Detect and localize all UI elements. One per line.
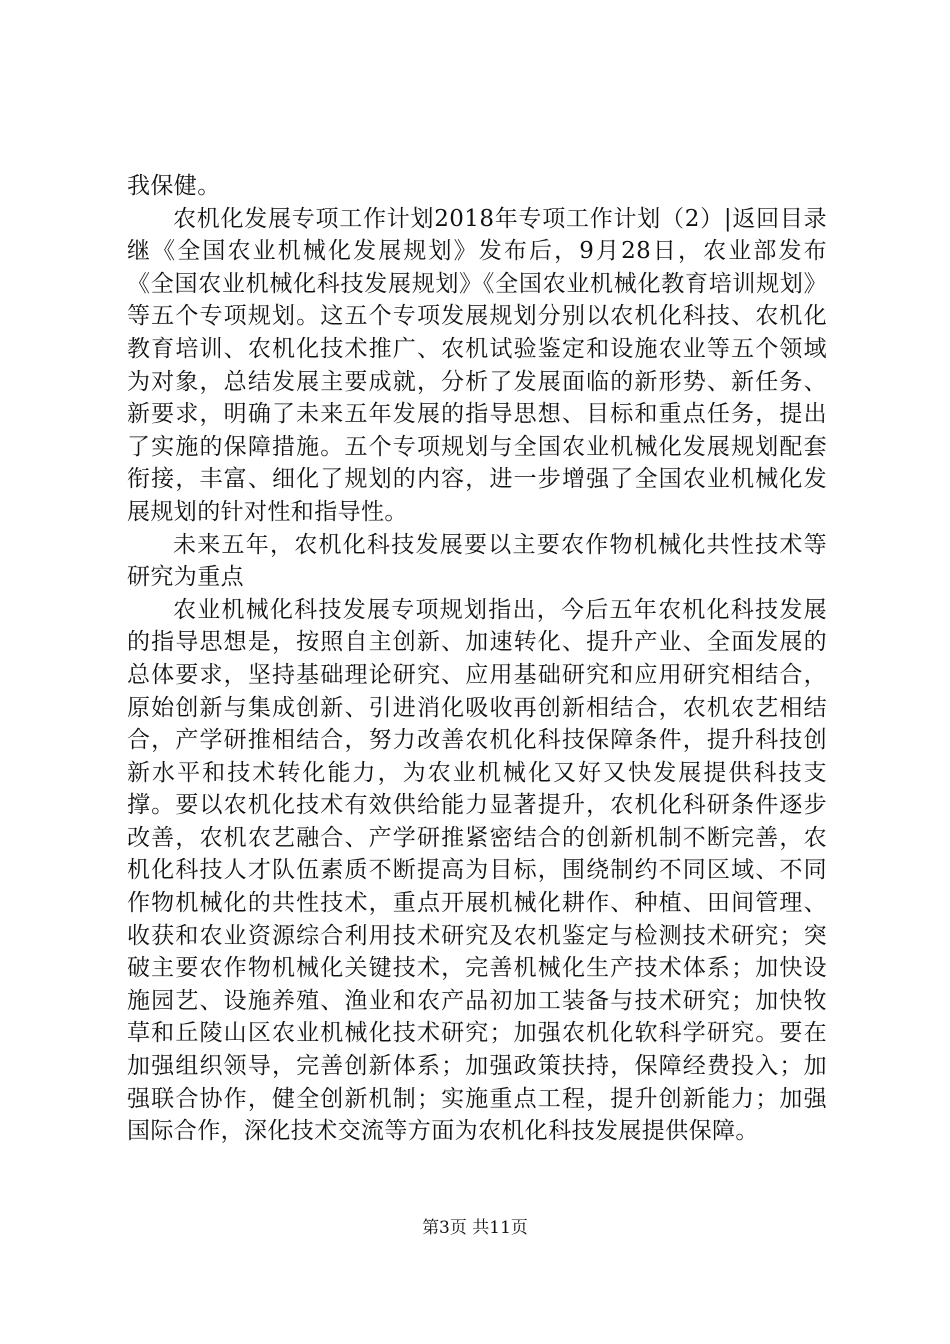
document-body [127, 170, 827, 1148]
paragraph-subheading: 未来五年，农机化科技发展要以主要农作物机械化共性技术等研究为重点 [127, 531, 827, 591]
paragraph-continuation: 我保健。 [127, 173, 221, 199]
page-number-footer: 第3页 共11页 [422, 1218, 528, 1238]
paragraph-body: 农业机械化科技发展专项规划指出，今后五年农机化科技发展的指导思想是，按照自主创新、加速转化、提升产业、全面发展的总体要求，坚持基础理论研究、应用基础研究和应用研究相结合，原始创新与集成创新、引进消化吸收再创新相结合，农机农艺相结合，产学研推相结合，努力改善农机化科技保障条件，提升科技创新水平和技术转化能力，为农业机械化又好又快发展提供科技支撑。要以农机化技术有效供给能力显著提升，农机化科研条件逐步改善，农机农艺融合、产学研推紧密结合的创新机制不断完善，农机化科技人才队伍素质不断提高为目标，围绕制约不同区域、不同作物机械化的共性技术，重点开展机械化耕作、种植、田间管理、收获和农业资源综合利用技术研究及农机鉴定与检测技术研究；突破主要农作物机械化关键技术，完善机械化生产技术体系；加快设施园艺、设施养殖、渔业和农产品初加工装备与技术研究；加快牧草和丘陵山区农业机械化技术研究；加强农机化软科学研究。要在加强组织领导，完善创新体系；加强政策扶持，保障经费投入；加强联合协作，健全创新机制；实施重点工程，提升创新能力；加强国际合作，深化技术交流等方面为农机化科技发展提供保障。 [127, 596, 827, 1145]
paragraph-intro: 农机化发展专项工作计划2018年专项工作计划（2）|返回目录继《全国农业机械化发展规划》发布后，9月28日，农业部发布《全国农业机械化科技发展规划》《全国农业机械化教育培训规划》等五个专项规划。这五个专项发展规划分别以农机化科技、农机化教育培训、农机化技术推广、农机试验鉴定和设施农业等五个领域为对象，总结发展主要成就，分析了发展面临的新形势、新任务、新要求，明确了未来五年发展的指导思想、目标和重点任务，提出了实施的保障措施。五个专项规划与全国农业机械化发展规划配套衔接，丰富、细化了规划的内容，进一步增强了全国农业机械化发展规划的针对性和指导性。 [127, 205, 827, 525]
